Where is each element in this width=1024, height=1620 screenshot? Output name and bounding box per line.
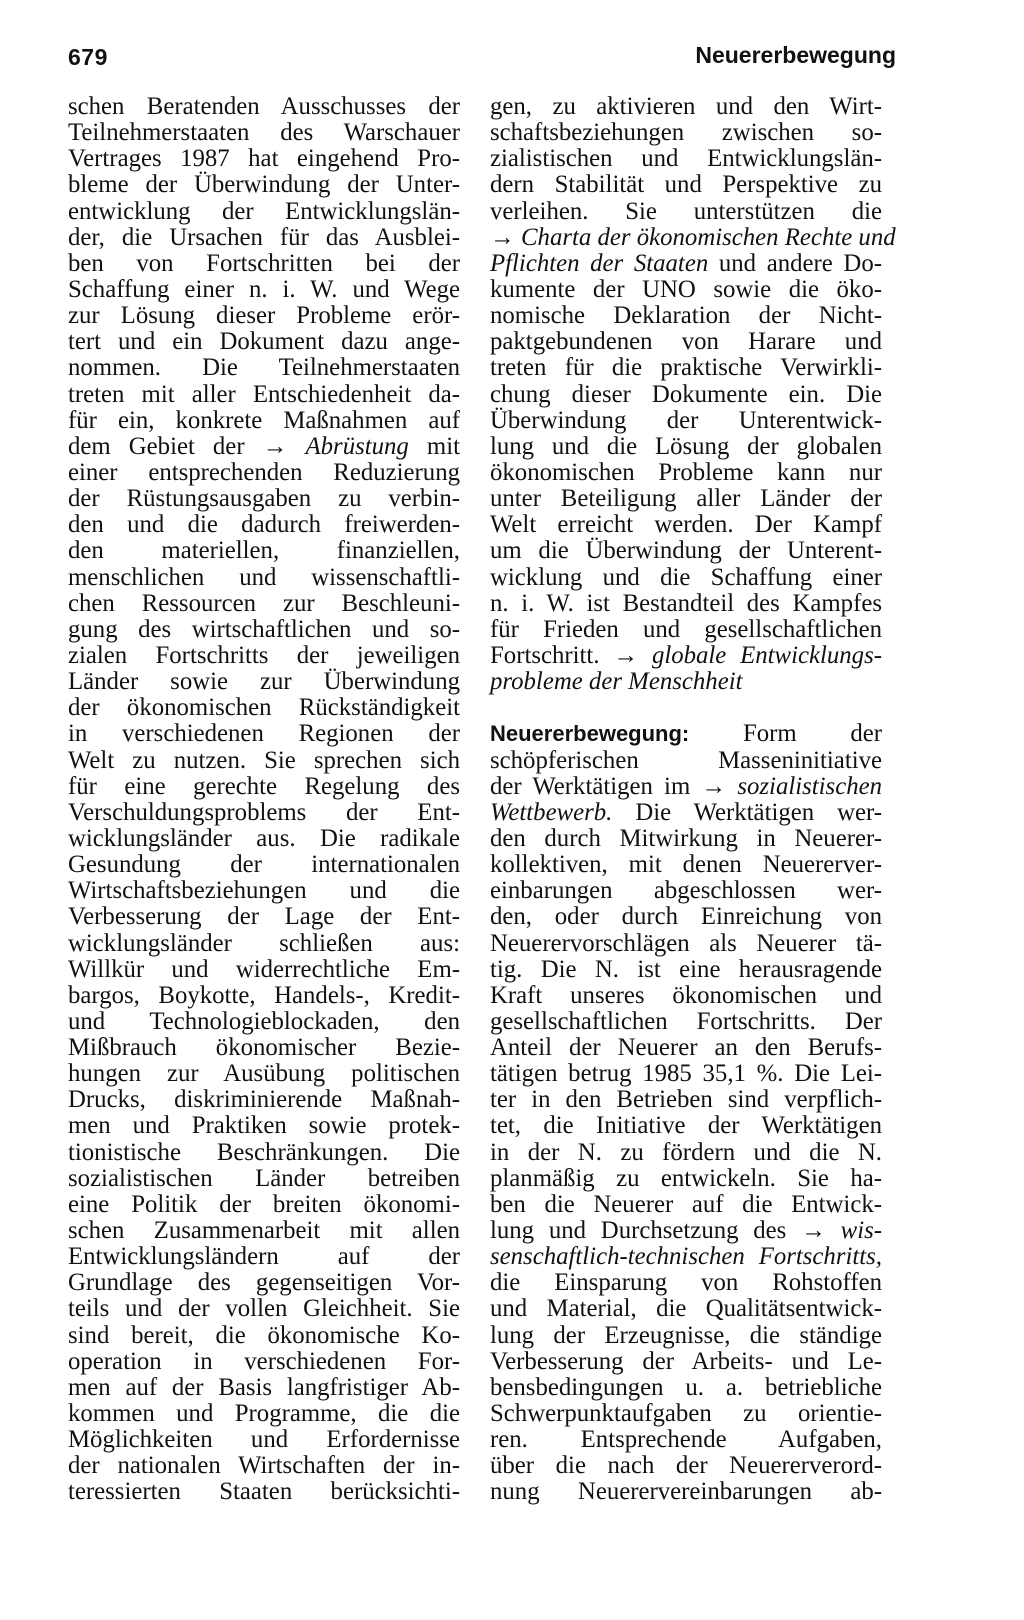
text-line: Möglichkeiten und Erfordernisse xyxy=(68,1426,460,1454)
text-line: menschlichen und wissenschaftli- xyxy=(68,563,460,591)
entry-headword: Neuererbewegung: xyxy=(490,721,690,747)
text-line: der Rüstungsausgaben zu verbin- xyxy=(68,485,460,513)
text-line: Drucks, diskriminierende Maßnah- xyxy=(68,1086,460,1114)
text-line: für Frieden und gesellschaftlichen xyxy=(490,615,882,643)
text-line: planmäßig zu entwickeln. Sie ha- xyxy=(490,1164,882,1192)
text-line: tet, die Initiative der Werktätigen xyxy=(490,1112,882,1140)
text-line: Vertrages 1987 hat eingehend Pro- xyxy=(68,145,460,173)
left-column xyxy=(68,94,460,1506)
text-line: treten für die praktische Verwirkli- xyxy=(490,354,882,382)
text-line: verleihen. Sie unterstützen die xyxy=(490,197,882,225)
text-line: einbarungen abgeschlossen wer- xyxy=(490,877,882,905)
entry-first-line xyxy=(490,721,882,747)
text-line: Neuerervorschlägen als Neuerer tä- xyxy=(490,929,882,957)
text-line: Verbesserung der Arbeits- und Le- xyxy=(490,1347,882,1375)
text-line: gesellschaftlichen Fortschritts. Der xyxy=(490,1007,882,1035)
text-line: Schwerpunktaufgaben zu orientie- xyxy=(490,1400,882,1428)
text-line: wicklung und die Schaffung einer xyxy=(490,563,882,591)
text-line: wicklungsländer aus. Die radikale xyxy=(68,824,460,852)
cross-reference-link[interactable]: wis- xyxy=(840,1217,882,1245)
text-line: sozialistischen Länder betreiben xyxy=(68,1164,460,1192)
text-line: wicklungsländer schließen aus: xyxy=(68,929,460,957)
text-line: lung und die Lösung der globalen xyxy=(490,432,882,460)
text-line-with-xref xyxy=(490,669,882,695)
text-line: für ein, konkrete Maßnahmen auf xyxy=(68,406,460,434)
text-line: nung Neuerervereinbarungen ab- xyxy=(490,1478,882,1506)
text-line: der, die Ursachen für das Ausblei- xyxy=(68,223,460,251)
text-line: Entwicklungsländern auf der xyxy=(68,1243,460,1271)
text-line: die Einsparung von Rohstoffen xyxy=(490,1269,882,1297)
text-line: eine Politik der breiten ökonomi- xyxy=(68,1190,460,1218)
text-line: und Technologieblockaden, den xyxy=(68,1007,460,1035)
cross-reference-arrow-icon: → xyxy=(490,223,515,251)
text-line-with-xref xyxy=(490,1244,882,1270)
text-line: Grundlage des gegenseitigen Vor- xyxy=(68,1269,460,1297)
text-fragment: Form der xyxy=(742,720,882,748)
text-line: und Material, die Qualitätsentwick- xyxy=(490,1295,882,1323)
text-line: dern Stabilität und Perspektive zu xyxy=(490,171,882,199)
text-fragment: und andere Do- xyxy=(718,249,882,277)
text-line: schen Zusammenarbeit mit allen xyxy=(68,1217,460,1245)
text-line: zur Lösung dieser Probleme erör- xyxy=(68,302,460,330)
text-line: lung der Erzeugnisse, die ständige xyxy=(490,1321,882,1349)
cross-reference-link[interactable]: Pflichten der Staaten xyxy=(490,249,709,277)
text-fragment: lung und Durchsetzung des xyxy=(490,1217,787,1245)
text-line: nommen. Die Teilnehmerstaaten xyxy=(68,354,460,382)
text-line: Willkür und widerrechtliche Em- xyxy=(68,955,460,983)
text-line: Wirtschaftsbeziehungen und die xyxy=(68,877,460,905)
cross-reference-arrow-icon: → xyxy=(701,772,727,800)
text-line: Teilnehmerstaaten des Warschauer xyxy=(68,119,460,147)
text-line: gen, zu aktivieren und den Wirt- xyxy=(490,93,882,120)
text-line-with-xref xyxy=(490,223,896,251)
text-line: tert und ein Dokument dazu ange- xyxy=(68,328,460,356)
text-line: tig. Die N. ist eine herausragende xyxy=(490,955,882,983)
cross-reference-link[interactable]: senschaftlich-technischen Fortschritts, xyxy=(490,1243,882,1271)
text-line: in verschiedenen Regionen der xyxy=(68,720,460,748)
text-line: Verschuldungsproblems der Ent- xyxy=(68,798,460,826)
text-fragment: Fortschritt. xyxy=(490,641,600,669)
text-line: den und die dadurch freiwerden- xyxy=(68,511,460,539)
text-line: Mißbrauch ökonomischer Bezie- xyxy=(68,1034,460,1062)
text-line: der nationalen Wirtschaften der in- xyxy=(68,1452,460,1480)
entry-separator xyxy=(490,695,882,721)
text-line: einer entsprechenden Reduzierung xyxy=(68,458,460,486)
text-line-with-xref xyxy=(490,774,882,800)
text-line: kollektiven, mit denen Neuererver- xyxy=(490,851,882,879)
text-line: nomische Deklaration der Nicht- xyxy=(490,302,882,330)
text-line: bensbedingungen u. a. betriebliche xyxy=(490,1373,882,1401)
text-line-with-xref xyxy=(68,434,460,460)
text-fragment: dem Gebiet der xyxy=(68,432,245,460)
text-line: in der N. zu fördern und die N. xyxy=(490,1138,882,1166)
text-fragment: mit xyxy=(426,432,460,460)
text-line: hungen zur Ausübung politischen xyxy=(68,1060,460,1088)
text-fragment: der Werktätigen im xyxy=(490,772,691,800)
text-line: gung des wirtschaftlichen und so- xyxy=(68,615,460,643)
text-line: ben die Neuerer auf die Entwick- xyxy=(490,1190,882,1218)
text-line: schen Beratenden Ausschusses der xyxy=(68,93,460,120)
text-line: treten mit aller Entschiedenheit da- xyxy=(68,380,460,408)
text-line: Welt zu nutzen. Sie sprechen sich xyxy=(68,746,460,774)
text-line: paktgebundenen von Harare und xyxy=(490,328,882,356)
page-number: 679 xyxy=(68,44,108,70)
text-line: Anteil der Neuerer an den Berufs- xyxy=(490,1034,882,1062)
text-line: men auf der Basis langfristiger Ab- xyxy=(68,1373,460,1401)
text-line-with-xref xyxy=(490,1218,882,1244)
cross-reference-arrow-icon: → xyxy=(801,1217,826,1245)
text-line: operation in verschiedenen For- xyxy=(68,1347,460,1375)
text-line: Gesundung der internationalen xyxy=(68,851,460,879)
cross-reference-arrow-icon: → xyxy=(262,432,288,460)
text-line: Welt erreicht werden. Der Kampf xyxy=(490,511,882,539)
text-line: n. i. W. ist Bestandteil des Kampfes xyxy=(490,589,882,617)
text-line: Länder sowie zur Überwindung xyxy=(68,668,460,696)
text-line: Kraft unseres ökonomischen und xyxy=(490,981,882,1009)
text-line: zialistischen und Entwicklungslän- xyxy=(490,145,882,173)
text-line: men und Praktiken sowie protek- xyxy=(68,1112,460,1140)
cross-reference-link[interactable]: sozialistischen xyxy=(737,772,883,800)
text-line: tätigen betrug 1985 35,1 %. Die Lei- xyxy=(490,1060,882,1088)
text-line: teils und der vollen Gleichheit. Sie xyxy=(68,1295,460,1323)
running-head: Neuererbewegung xyxy=(695,42,896,68)
text-line: den materiellen, finanziellen, xyxy=(68,537,460,565)
text-line: unter Beteiligung aller Länder der xyxy=(490,485,882,513)
text-line: den, oder durch Einreichung von xyxy=(490,903,882,931)
right-column xyxy=(490,93,896,1506)
text-line: über die nach der Neuererverord- xyxy=(490,1452,882,1480)
text-line: bleme der Überwindung der Unter- xyxy=(68,171,460,199)
text-line: ben von Fortschritten bei der xyxy=(68,249,460,277)
text-line: den durch Mitwirkung in Neuerer- xyxy=(490,824,882,852)
text-line: sind bereit, die ökonomische Ko- xyxy=(68,1321,460,1349)
text-line: für eine gerechte Regelung des xyxy=(68,772,460,800)
text-line-with-xref xyxy=(490,643,882,669)
cross-reference-link[interactable]: globale Entwicklungs- xyxy=(651,641,882,669)
text-line: chen Ressourcen zur Beschleuni- xyxy=(68,589,460,617)
text-line: der ökonomischen Rückständigkeit xyxy=(68,694,460,722)
cross-reference-arrow-icon: → xyxy=(613,641,639,669)
text-line: kommen und Programme, die die xyxy=(68,1400,460,1428)
text-line-with-xref xyxy=(490,800,882,826)
cross-reference-link[interactable]: probleme der Menschheit xyxy=(490,668,743,696)
text-line-with-xref xyxy=(490,251,882,277)
text-line: teressierten Staaten berücksichti- xyxy=(68,1478,460,1506)
text-line: tionistische Beschränkungen. Die xyxy=(68,1138,460,1166)
text-line: schaftsbeziehungen zwischen so- xyxy=(490,119,882,147)
text-line: entwicklung der Entwicklungslän- xyxy=(68,197,460,225)
text-line: chung dieser Dokumente ein. Die xyxy=(490,380,882,408)
text-line: bargos, Boykotte, Handels-, Kredit- xyxy=(68,981,460,1009)
text-line: Verbesserung der Lage der Ent- xyxy=(68,903,460,931)
text-line: schöpferischen Masseninitiative xyxy=(490,746,882,774)
cross-reference-link[interactable]: Wettbewerb. xyxy=(490,798,613,826)
text-line: Überwindung der Unterentwick- xyxy=(490,406,882,434)
cross-reference-link[interactable]: Charta der ökonomischen Rechte und xyxy=(521,223,896,251)
text-fragment: Die Werktätigen wer- xyxy=(635,798,883,826)
text-line: ren. Entsprechende Aufgaben, xyxy=(490,1426,882,1454)
text-line: um die Überwindung der Unterent- xyxy=(490,537,882,565)
text-line: Schaffung einer n. i. W. und Wege xyxy=(68,275,460,303)
text-line: zialen Fortschritts der jeweiligen xyxy=(68,641,460,669)
text-line: kumente der UNO sowie die öko- xyxy=(490,275,882,303)
text-line: ter in den Betrieben sind verpflich- xyxy=(490,1086,882,1114)
text-line: ökonomischen Probleme kann nur xyxy=(490,458,882,486)
cross-reference-link[interactable]: Abrüstung xyxy=(305,432,409,460)
